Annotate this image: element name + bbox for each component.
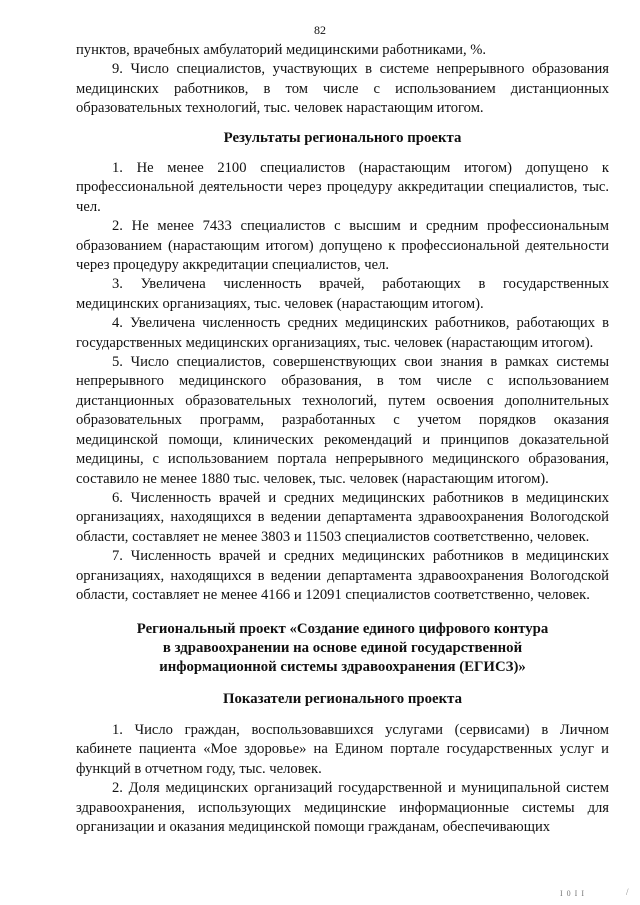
indicators-heading-block: [76, 690, 609, 709]
result-item: 4. Увеличена численность средних медицинских работников, работающих в государственных медицинских организациях, тыс. человек (нарастающим итогом).: [76, 315, 609, 351]
corner-mark: /: [626, 887, 629, 897]
indicators-heading: Показатели регионального проекта: [222, 691, 463, 707]
project-title-block: [76, 620, 609, 677]
paragraph-9: 9. Число специалистов, участвующих в системе непрерывного образования медицинских работников, в том числе с использованием дистанционных образовательных технологий, тыс. человек нарастающим итогом.: [76, 61, 609, 117]
intro-block: [76, 41, 609, 119]
project-title-line-1: Региональный проект «Создание единого цифрового контура: [136, 621, 549, 637]
indicator-item: 2. Доля медицинских организаций государственной и муниципальной систем здравоохранения, использующих медицинские информационные системы для организации и оказания медицинской помощи гражданам, обеспечивающих: [76, 780, 609, 836]
result-item: 7. Численность врачей и средних медицинских работников в медицинских организациях, находящихся в ведении департамента здравоохранения Вологодской области, составляет не менее 4166 и 12091 специалистов соответственно, человек.: [76, 548, 609, 603]
page-number: 82: [314, 23, 326, 37]
project-title-line-2: в здравоохранении на основе единой государственной: [162, 640, 523, 656]
results-list: [76, 159, 609, 605]
footer-code: I 0 I I: [560, 889, 585, 898]
result-item: 5. Число специалистов, совершенствующих свои знания в рамках системы непрерывного медицинского образования, в том числе с использованием дистанционных образовательных технологий, путем освоения дополнительных образовательных программ, разработанных с учетом порядков оказания медицинской помощи, клинических рекомендаций и принципов доказательной медицины, с использованием портала непрерывного медицинского образования, составило не менее 1880 тыс. человек, тыс. человек (нарастающим итогом).: [76, 354, 609, 487]
results-heading-block: [76, 129, 609, 148]
indicators-list: [76, 721, 609, 837]
result-item: 2. Не менее 7433 специалистов с высшим и средним профессиональным образованием (нарастающим итогом) допущено к профессиональной деятельности через процедуру аккредитации специалистов, чел.: [76, 218, 609, 274]
result-item: 3. Увеличена численность врачей, работающих в государственных медицинских организациях, тыс. человек (нарастающим итогом).: [76, 276, 609, 312]
result-item: 6. Численность врачей и средних медицинских работников в медицинских организациях, находящихся в ведении департамента здравоохранения Вологодской области, составляет не менее 3803 и 11503 специалистов соответственно, человек.: [76, 489, 609, 545]
indicator-item: 1. Число граждан, воспользовавшихся услугами (сервисами) в Личном кабинете пациента «Мое здоровье» на Едином портале государственных услуг и функций в отчетном году, тыс. человек.: [76, 722, 609, 777]
result-item: 1. Не менее 2100 специалистов (нарастающим итогом) допущено к профессиональной деятельности через процедуру аккредитации специалистов, тыс. чел.: [76, 160, 609, 215]
results-heading: Результаты регионального проекта: [223, 130, 462, 146]
project-title-line-3: информационной системы здравоохранения (ЕГИСЗ)»: [159, 659, 526, 675]
continued-line: пунктов, врачебных амбулаторий медицинскими работниками, %.: [76, 42, 487, 58]
